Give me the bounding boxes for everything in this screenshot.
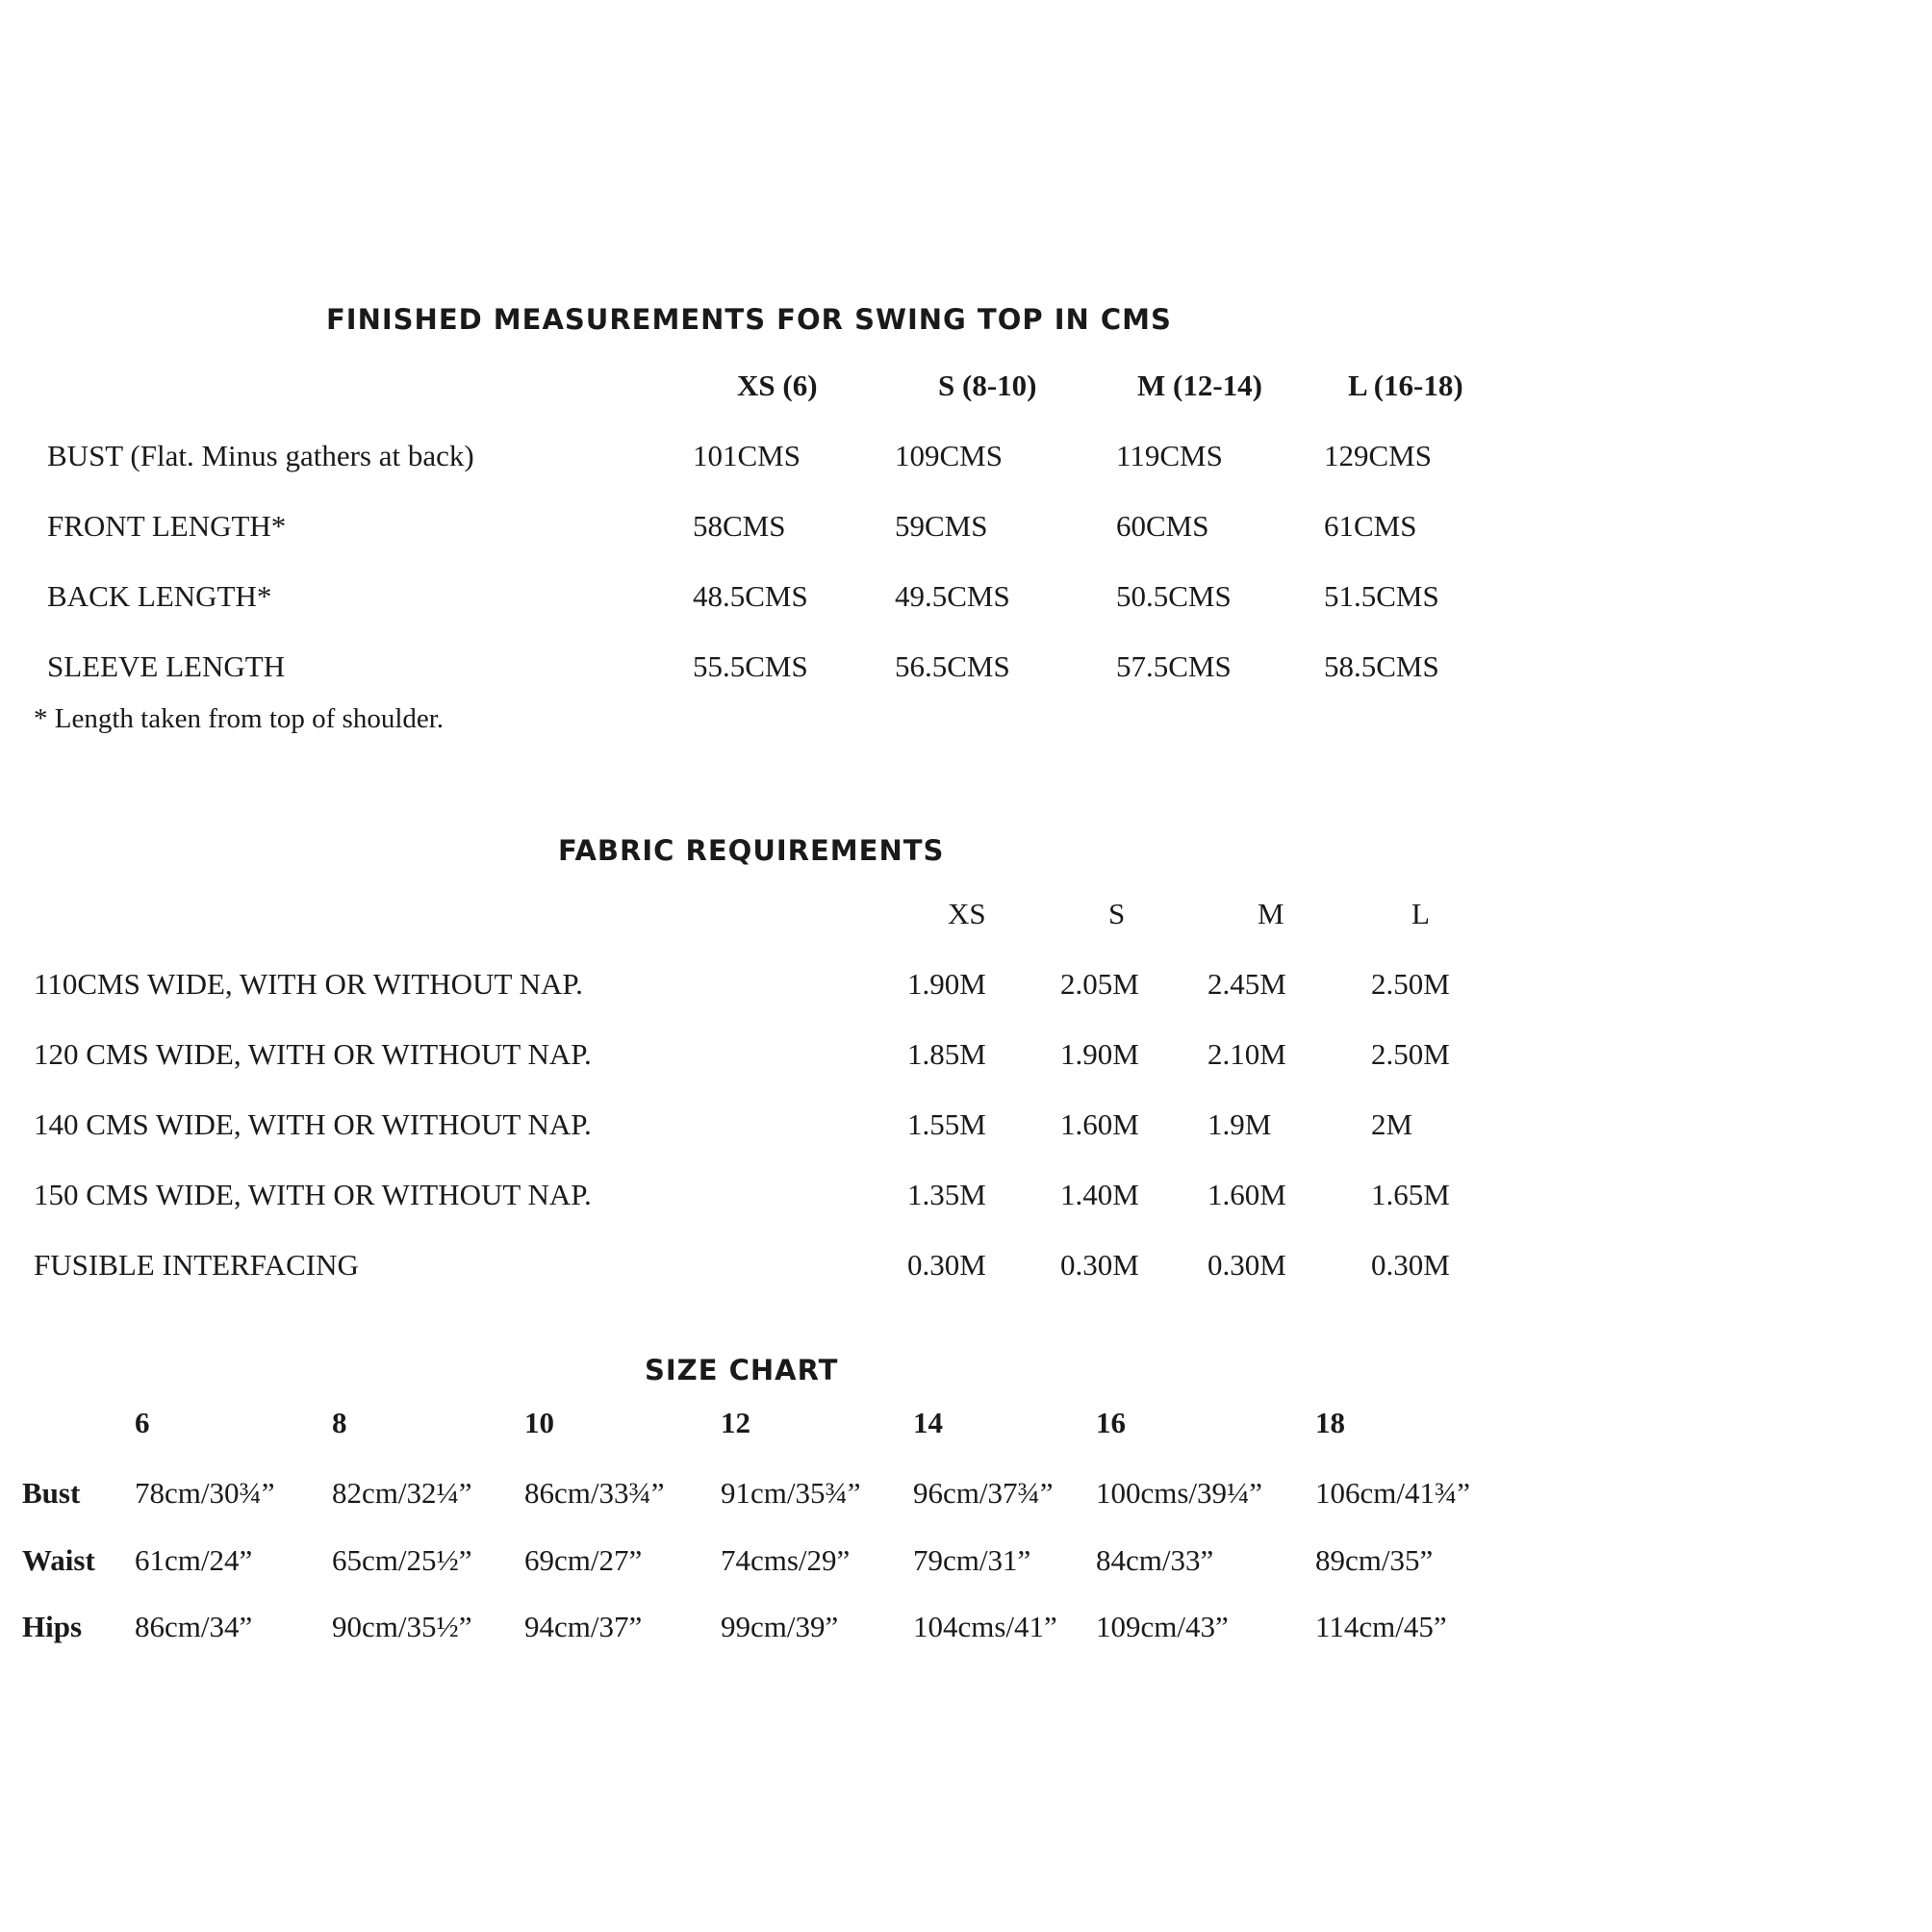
size-cell: 114cm/45” bbox=[1315, 1610, 1447, 1643]
size-cell: 99cm/39” bbox=[721, 1610, 839, 1643]
size-cell: 90cm/35½” bbox=[332, 1610, 472, 1643]
fabric-cell: 1.65M bbox=[1371, 1178, 1450, 1211]
finished-row-label: SLEEVE LENGTH bbox=[47, 649, 286, 683]
size-cell: 82cm/32¼” bbox=[332, 1476, 472, 1510]
fabric-cell: 0.30M bbox=[1371, 1248, 1450, 1282]
size-cell: 61cm/24” bbox=[135, 1543, 253, 1577]
size-col: 16 bbox=[1096, 1406, 1126, 1439]
size-col: 10 bbox=[524, 1406, 554, 1439]
finished-col-xs: XS (6) bbox=[737, 369, 818, 402]
fabric-row-label: 120 CMS WIDE, WITH OR WITHOUT NAP. bbox=[34, 1037, 592, 1071]
size-cell: 109cm/43” bbox=[1096, 1610, 1229, 1643]
size-cell: 79cm/31” bbox=[913, 1543, 1031, 1577]
finished-col-m: M (12-14) bbox=[1137, 369, 1262, 402]
fabric-cell: 2.50M bbox=[1371, 1037, 1450, 1071]
finished-cell: 101CMS bbox=[693, 439, 801, 472]
finished-cell: 49.5CMS bbox=[895, 579, 1010, 613]
finished-cell: 59CMS bbox=[895, 509, 988, 543]
finished-row-label: BUST (Flat. Minus gathers at back) bbox=[47, 439, 474, 472]
fabric-col-s: S bbox=[1108, 897, 1126, 930]
finished-cell: 48.5CMS bbox=[693, 579, 808, 613]
size-row-label: Bust bbox=[22, 1476, 81, 1510]
finished-cell: 51.5CMS bbox=[1324, 579, 1439, 613]
size-row-label: Waist bbox=[22, 1543, 95, 1577]
fabric-requirements-title: FABRIC REQUIREMENTS bbox=[558, 834, 945, 867]
fabric-col-xs: XS bbox=[948, 897, 986, 930]
fabric-col-m: M bbox=[1258, 897, 1284, 930]
finished-cell: 56.5CMS bbox=[895, 649, 1010, 683]
fabric-cell: 0.30M bbox=[907, 1248, 986, 1282]
size-cell: 94cm/37” bbox=[524, 1610, 643, 1643]
size-row-label: Hips bbox=[22, 1610, 83, 1643]
fabric-cell: 1.85M bbox=[907, 1037, 986, 1071]
finished-cell: 57.5CMS bbox=[1116, 649, 1232, 683]
finished-cell: 55.5CMS bbox=[693, 649, 808, 683]
size-col: 8 bbox=[332, 1406, 347, 1439]
fabric-cell: 0.30M bbox=[1060, 1248, 1139, 1282]
size-col: 18 bbox=[1315, 1406, 1345, 1439]
size-chart-title: SIZE CHART bbox=[645, 1354, 839, 1386]
finished-footnote: * Length taken from top of shoulder. bbox=[34, 703, 445, 734]
fabric-row-label: FUSIBLE INTERFACING bbox=[34, 1248, 359, 1282]
fabric-col-l: L bbox=[1411, 897, 1430, 930]
fabric-cell: 1.60M bbox=[1060, 1107, 1139, 1141]
finished-cell: 50.5CMS bbox=[1116, 579, 1232, 613]
finished-col-s: S (8-10) bbox=[938, 369, 1037, 402]
size-cell: 104cms/41” bbox=[913, 1610, 1057, 1643]
fabric-cell: 2.05M bbox=[1060, 967, 1139, 1001]
size-cell: 96cm/37¾” bbox=[913, 1476, 1054, 1510]
finished-cell: 58CMS bbox=[693, 509, 786, 543]
finished-cell: 61CMS bbox=[1324, 509, 1417, 543]
fabric-cell: 1.55M bbox=[907, 1107, 986, 1141]
finished-cell: 119CMS bbox=[1116, 439, 1223, 472]
size-cell: 84cm/33” bbox=[1096, 1543, 1214, 1577]
finished-row-label: FRONT LENGTH* bbox=[47, 509, 287, 543]
fabric-cell: 2.50M bbox=[1371, 967, 1450, 1001]
finished-cell: 58.5CMS bbox=[1324, 649, 1439, 683]
fabric-cell: 1.35M bbox=[907, 1178, 986, 1211]
fabric-cell: 2M bbox=[1371, 1107, 1413, 1141]
finished-measurements-title: FINISHED MEASUREMENTS FOR SWING TOP IN CMS bbox=[326, 303, 1172, 336]
size-cell: 91cm/35¾” bbox=[721, 1476, 861, 1510]
size-cell: 106cm/41¾” bbox=[1315, 1476, 1470, 1510]
fabric-cell: 1.90M bbox=[1060, 1037, 1139, 1071]
finished-cell: 109CMS bbox=[895, 439, 1003, 472]
size-col: 14 bbox=[913, 1406, 943, 1439]
fabric-cell: 0.30M bbox=[1208, 1248, 1286, 1282]
fabric-row-label: 140 CMS WIDE, WITH OR WITHOUT NAP. bbox=[34, 1107, 592, 1141]
fabric-cell: 1.90M bbox=[907, 967, 986, 1001]
fabric-cell: 1.9M bbox=[1208, 1107, 1272, 1141]
fabric-row-label: 150 CMS WIDE, WITH OR WITHOUT NAP. bbox=[34, 1178, 592, 1211]
finished-cell: 129CMS bbox=[1324, 439, 1432, 472]
size-cell: 65cm/25½” bbox=[332, 1543, 472, 1577]
size-cell: 74cms/29” bbox=[721, 1543, 851, 1577]
finished-cell: 60CMS bbox=[1116, 509, 1209, 543]
fabric-row-label: 110CMS WIDE, WITH OR WITHOUT NAP. bbox=[34, 967, 583, 1001]
fabric-cell: 2.10M bbox=[1208, 1037, 1286, 1071]
size-cell: 86cm/34” bbox=[135, 1610, 253, 1643]
size-cell: 69cm/27” bbox=[524, 1543, 643, 1577]
size-col: 6 bbox=[135, 1406, 150, 1439]
size-cell: 89cm/35” bbox=[1315, 1543, 1434, 1577]
fabric-cell: 1.40M bbox=[1060, 1178, 1139, 1211]
size-cell: 100cms/39¼” bbox=[1096, 1476, 1263, 1510]
finished-row-label: BACK LENGTH* bbox=[47, 579, 272, 613]
size-cell: 78cm/30¾” bbox=[135, 1476, 275, 1510]
fabric-cell: 2.45M bbox=[1208, 967, 1286, 1001]
finished-col-l: L (16-18) bbox=[1348, 369, 1463, 402]
size-col: 12 bbox=[721, 1406, 750, 1439]
fabric-cell: 1.60M bbox=[1208, 1178, 1286, 1211]
size-cell: 86cm/33¾” bbox=[524, 1476, 665, 1510]
